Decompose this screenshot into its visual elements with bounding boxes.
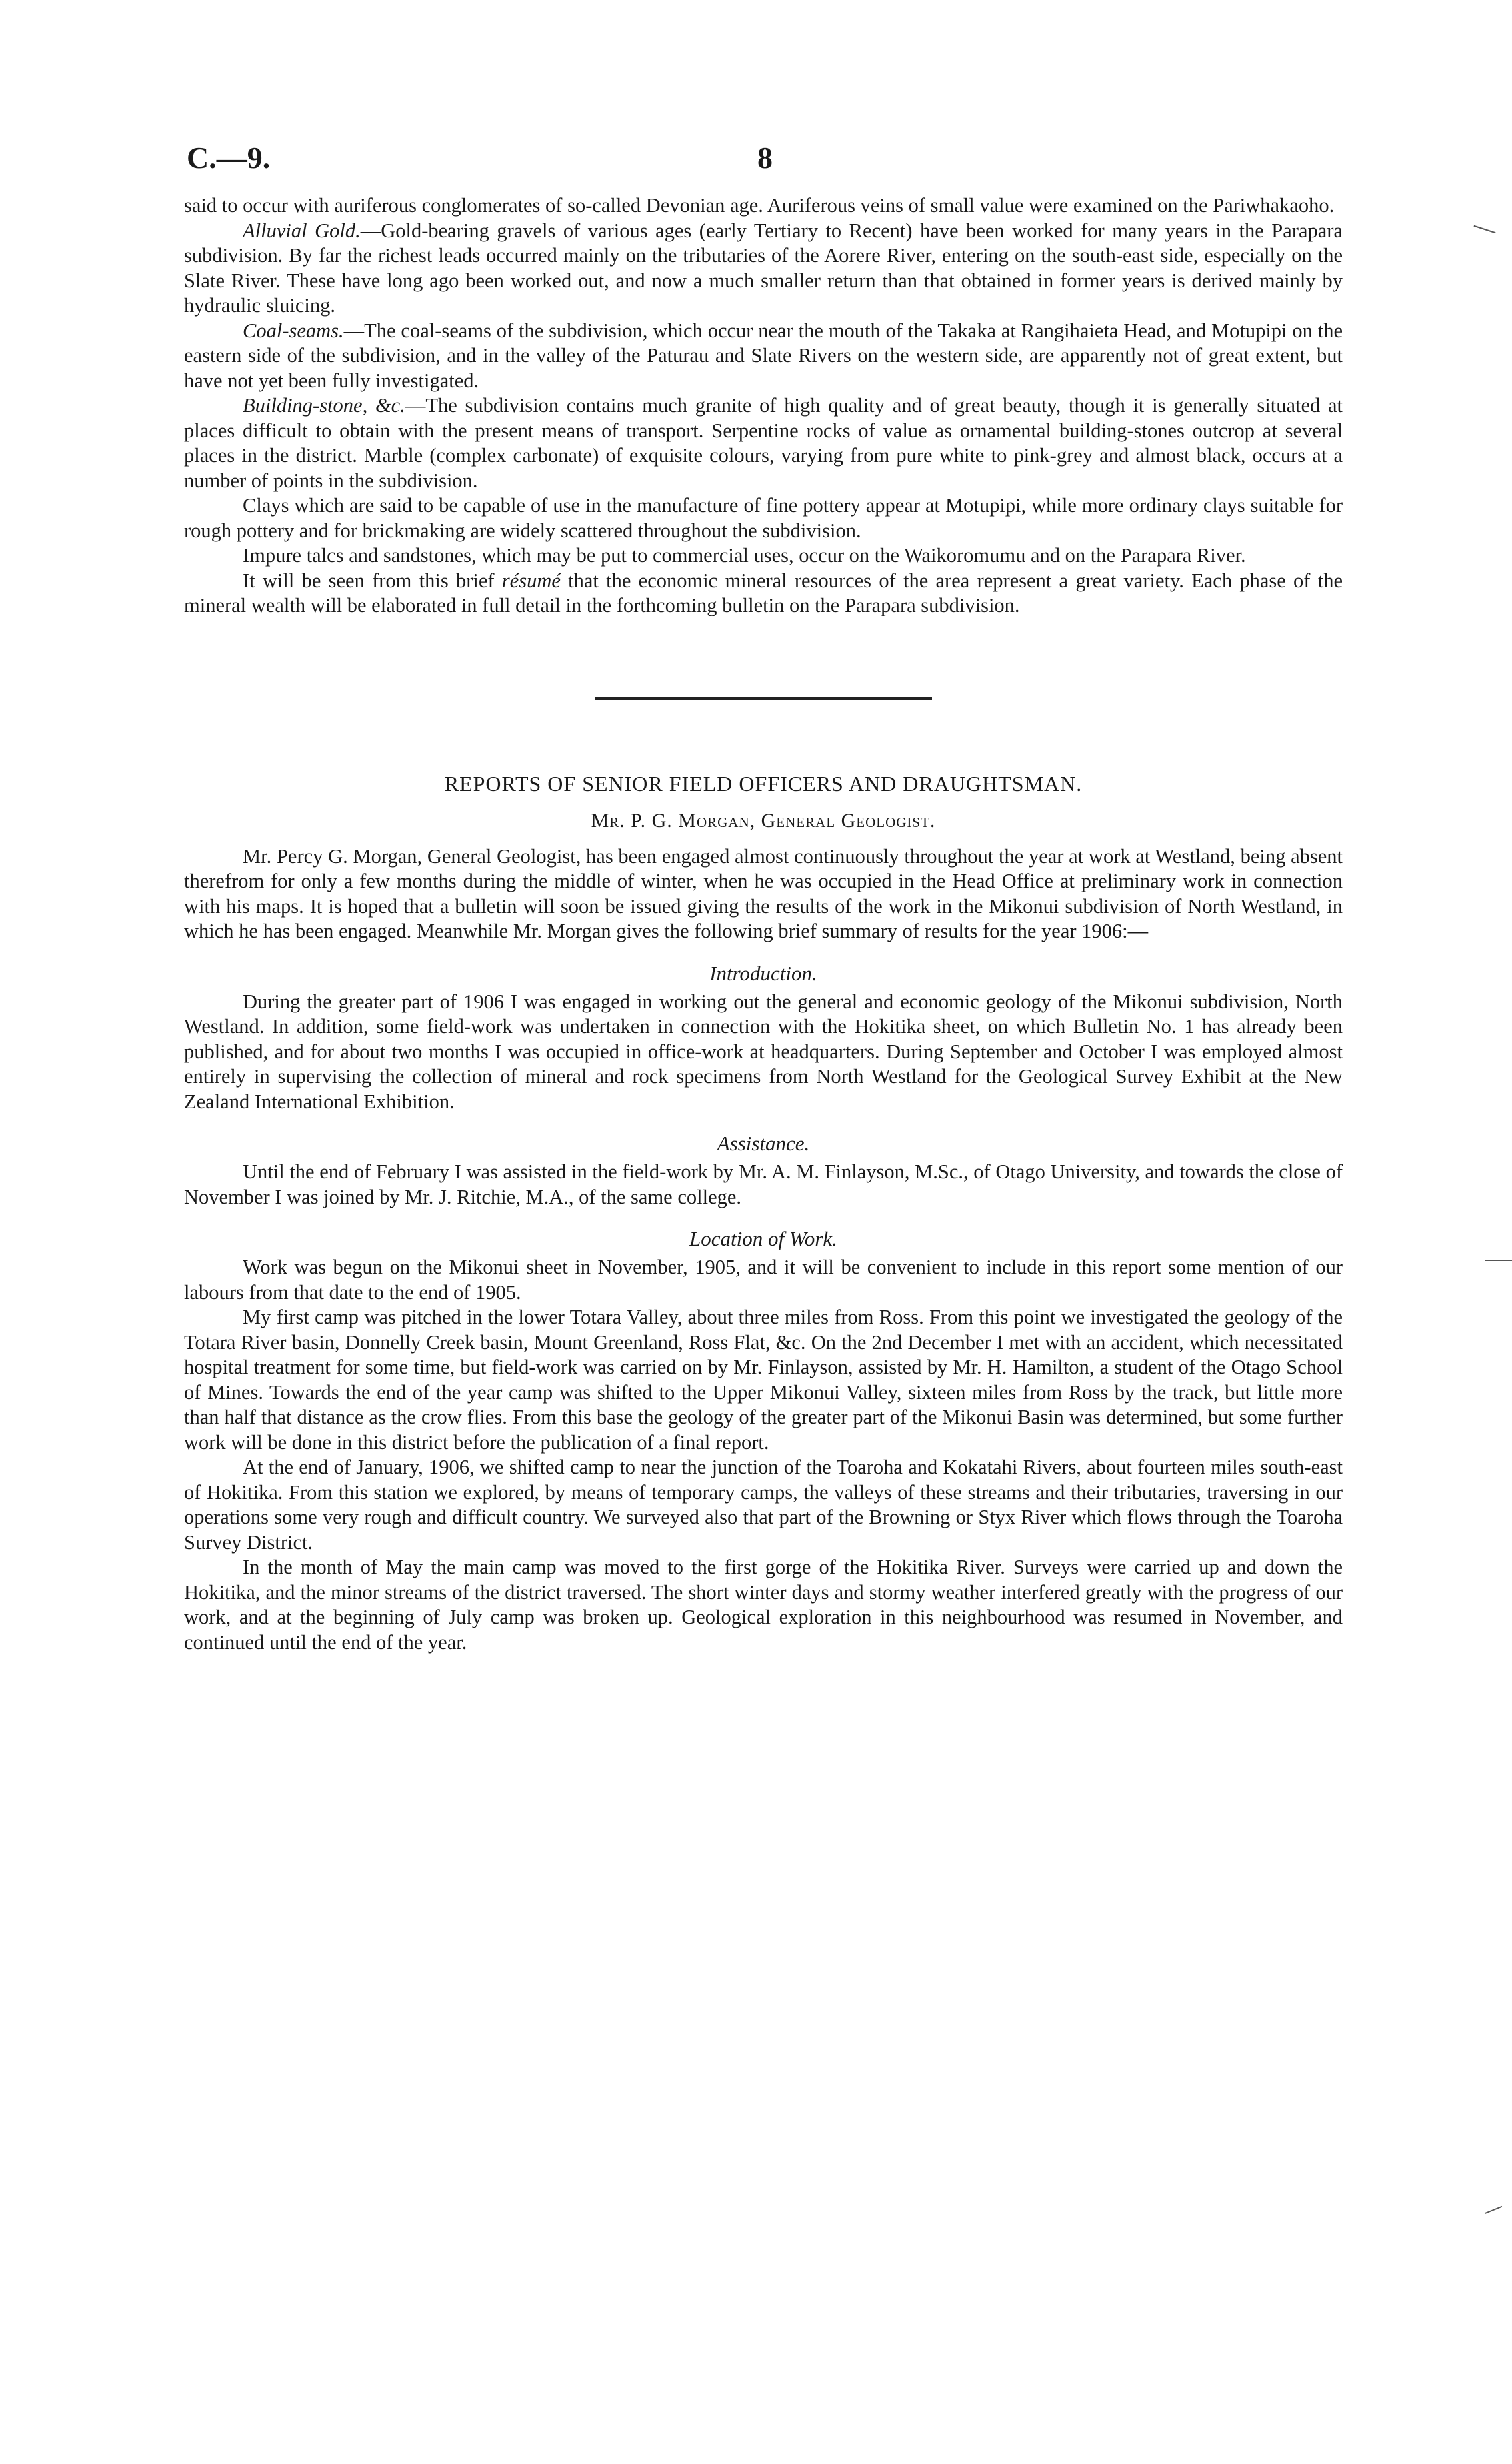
paragraph-lead: Alluvial Gold. xyxy=(243,219,361,242)
paragraph-text: Until the end of February I was assisted in the field-work by Mr. A. M. Finlayson, M.Sc., of Otago University, and towards the close of November I was joined by Mr. J. Ritchie, M.A., of the same college. xyxy=(184,1160,1343,1208)
page-number: 8 xyxy=(757,141,773,175)
paragraph-text: —The subdivision contains much granite of high quality and of great beauty, though it is generally situated at places difficult to obtain with the present means of transport. Serpentine rocks of value as ornamental building-stones outcrop at several places in the district. Marble (complex carbonate) of exquisite colours, varying from pure white to pink-grey and almost black, occurs at a number of points in the subdivision. xyxy=(184,394,1343,492)
margin-mark xyxy=(1485,2206,1503,2214)
paragraph-text: —Gold-bearing gravels of various ages (early Tertiary to Recent) have been worked for many years in the Parapara subdivision. By far the richest leads occurred mainly on the tributaries of the Aorere River, entering on the south-east side, especially on the Slate River. These have long ago been worked out, and now a much smaller return than that obtained in former years is derived mainly by hydraulic sluicing. xyxy=(184,219,1343,317)
document-reference: C.—9. xyxy=(187,141,271,175)
paragraph-lead: Building-stone, &c. xyxy=(243,394,405,417)
paragraph-text: Mr. Percy G. Morgan, General Geologist, has been engaged almost continuously throughout the year at work at Westland, being absent therefrom for only a few months during the middle of winter, when he was occupied in the Head Office at preliminary work in connection with his maps. It is hoped that a bulletin will soon be issued giving the results of the work in the Mikonui subdivision of North Westland, in which he has been engaged. Meanwhile Mr. Morgan gives the following brief summary of results for the year 1906:— xyxy=(184,844,1343,942)
margin-mark xyxy=(1474,225,1496,233)
margin-mark xyxy=(1485,1260,1512,1261)
paragraph-text: —The coal-seams of the subdivision, which occur near the mouth of the Takaka at Rangihaieta Head, and Motupipi on the eastern side of the subdivision, and in the valley of the Paturau and Slate Rivers on the western side, are apparently not of great extent, but have not yet been fully investigated. xyxy=(184,319,1343,392)
paragraph xyxy=(184,1160,1343,1210)
paragraph xyxy=(184,193,1343,219)
paragraph xyxy=(184,990,1343,1115)
document-page xyxy=(184,140,1343,1655)
paragraph-text: During the greater part of 1906 I was engaged in working out the general and economic geology of the Mikonui subdivision, North Westland. In addition, some field-work was undertaken in connection with the Hokitika sheet, on which Bulletin No. 1 has already been published, and for about two months I was occupied in office-work at headquarters. During September and October I was employed almost entirely in supervising the collection of mineral and rock specimens from North Westland for the Geological Survey Exhibit at the New Zealand International Exhibition. xyxy=(184,990,1343,1113)
paragraph xyxy=(184,219,1343,319)
paragraph-text: In the month of May the main camp was moved to the first gorge of the Hokitika River. Surveys were carried up and down the Hokitika, and the minor streams of the district traversed. The short winter days and stormy weather interfered greatly with the progress of our work, and at the beginning of July camp was broken up. Geological exploration in this neighbourhood was resumed in November, and continued until the end of the year. xyxy=(184,1556,1343,1654)
author-byline: Mr. P. G. Morgan, General Geologist. xyxy=(591,809,936,832)
paragraph-text: Work was begun on the Mikonui sheet in November, 1905, and it will be convenient to include in this report some mention of our labours from that date to the end of 1905. xyxy=(184,1256,1343,1304)
subheading-location-of-work: Location of Work. xyxy=(689,1227,837,1250)
paragraph-text: that the economic mineral resources of the area represent a great variety. Each phase of the mineral wealth will be elaborated in full detail in the forthcoming bulletin on the Parapara subdivision. xyxy=(184,569,1343,616)
paragraph xyxy=(184,1255,1343,1305)
paragraph xyxy=(184,493,1343,543)
paragraph-text: My first camp was pitched in the lower Totara Valley, about three miles from Ross. From this point we investigated the geology of the Totara River basin, Donnelly Creek basin, Mount Greenland, Ross Flat, &c. On the 2nd December I met with an accident, which necessitated hospital treatment for some time, but field-work was carried on by Mr. Finlayson, assisted by Mr. H. Hamilton, a student of the Otago School of Mines. Towards the end of the year camp was shifted to the Upper Mikonui Valley, sixteen miles from Ross by the track, but little more than half that distance as the crow flies. From this base the geology of the greater part of the Mikonui Basin was determined, but some further work will be done in this district before the publication of a final report. xyxy=(184,1306,1343,1454)
paragraph xyxy=(184,844,1343,944)
subheading-assistance: Assistance. xyxy=(717,1132,810,1155)
paragraph-emphasis: résumé xyxy=(501,569,561,592)
paragraph xyxy=(184,543,1343,569)
section-divider xyxy=(595,697,932,700)
paragraph xyxy=(184,1555,1343,1655)
paragraph-text: Impure talcs and sandstones, which may be put to commercial uses, occur on the Waikoromumu and on the Parapara River. xyxy=(243,544,1246,567)
paragraph-text: It will be seen from this brief xyxy=(243,569,502,592)
subheading-introduction: Introduction. xyxy=(709,961,817,985)
paragraph xyxy=(184,569,1343,618)
paragraph xyxy=(184,393,1343,493)
paragraph xyxy=(184,1455,1343,1555)
section-title: REPORTS OF SENIOR FIELD OFFICERS AND DRAUGHTSMAN. xyxy=(444,771,1083,796)
paragraph xyxy=(184,1305,1343,1455)
page-header xyxy=(184,140,1343,193)
paragraph xyxy=(184,319,1343,394)
paragraph-text: At the end of January, 1906, we shifted camp to near the junction of the Toaroha and Kokatahi Rivers, about fourteen miles south-east of Hokitika. From this station we explored, by means of temporary camps, the valleys of these streams and their tributaries, traversing in our operations some very rough and difficult country. We surveyed also that part of the Browning or Styx River which flows through the Toaroha Survey District. xyxy=(184,1456,1343,1554)
paragraph-lead: Coal-seams. xyxy=(243,319,344,342)
paragraph-text: said to occur with auriferous conglomerates of so-called Devonian age. Auriferous veins of small value were examined on the Pariwhakaoho. xyxy=(184,194,1335,217)
paragraph-text: Clays which are said to be capable of use in the manufacture of fine pottery appear at Motupipi, while more ordinary clays suitable for rough pottery and for brickmaking are widely scattered throughout the subdivision. xyxy=(184,494,1343,542)
